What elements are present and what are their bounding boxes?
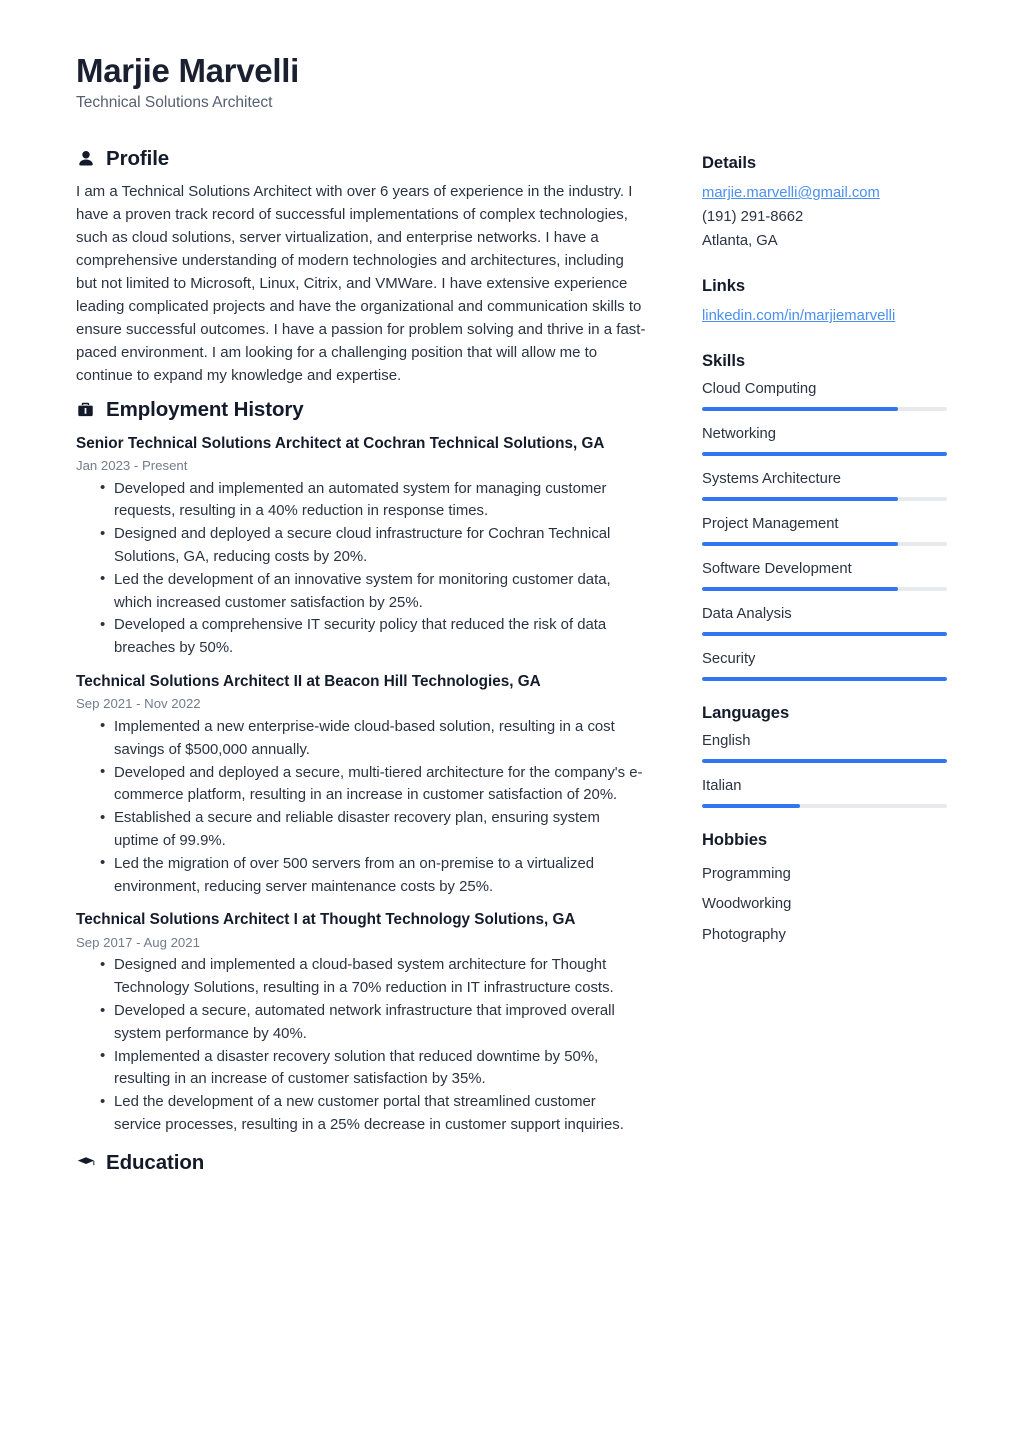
email-link[interactable]: marjie.marvelli@gmail.com <box>702 185 880 202</box>
skill-label: Cloud Computing <box>702 380 817 397</box>
employment-entry <box>76 670 646 898</box>
job-title: Senior Technical Solutions Architect at Cochran Technical Solutions, GA <box>76 434 605 452</box>
job-bullet-list <box>76 478 646 660</box>
job-bullet-list <box>76 716 646 898</box>
hobby-item: Woodworking <box>702 896 792 913</box>
language-level-track <box>702 759 947 763</box>
language-label: Italian <box>702 777 742 794</box>
sidebar-title-skills: Skills <box>702 350 746 370</box>
job-bullet: • Implemented a new enterprise-wide cloud-based solution, resulting in a cost savings of $500,000 annually. <box>100 716 646 762</box>
section-employment <box>76 398 646 1137</box>
skill-level-fill <box>702 452 947 456</box>
hobby-item: Programming <box>702 865 791 882</box>
job-bullet: • Implemented a disaster recovery solution that reduced downtime by 50%, resulting in an increase of customer satisfaction by 35%. <box>100 1046 646 1092</box>
language-item <box>702 777 947 808</box>
job-bullet: • Led the migration of over 500 servers from an on-premise to a virtualized environment, reducing server maintenance costs by 25%. <box>100 853 646 899</box>
skill-label: Security <box>702 650 756 667</box>
skill-level-track <box>702 497 947 501</box>
sidebar-column <box>702 147 947 972</box>
language-level-track <box>702 804 947 808</box>
skill-label: Networking <box>702 425 777 442</box>
sidebar-block-languages <box>702 703 947 808</box>
job-bullet: • Developed and implemented an automated system for managing customer requests, resulting in a 40% reduction in response times. <box>100 478 646 524</box>
location-value: Atlanta, GA <box>702 233 778 250</box>
skill-level-track <box>702 452 947 456</box>
employment-entry <box>76 432 646 660</box>
linkedin-link[interactable]: linkedin.com/in/marjiemarvelli <box>702 307 896 324</box>
job-bullet: • Designed and implemented a cloud-based system architecture for Thought Technology Solutions, resulting in a 70% reduction in IT infrastructure costs. <box>100 954 646 1000</box>
skill-level-fill <box>702 542 898 546</box>
candidate-name: Marjie Marvelli <box>76 52 299 89</box>
skill-label: Software Development <box>702 560 852 577</box>
sidebar-title-languages: Languages <box>702 702 790 722</box>
job-bullet-list <box>76 954 646 1136</box>
sidebar-title-details: Details <box>702 153 757 173</box>
sidebar-block-details <box>702 153 947 254</box>
skill-level-fill <box>702 587 898 591</box>
job-bullet: • Developed a comprehensive IT security policy that reduced the risk of data breaches by 50%. <box>100 614 646 660</box>
job-bullet: • Established a secure and reliable disaster recovery plan, ensuring system uptime of 99.9%. <box>100 807 646 853</box>
language-label: English <box>702 732 751 749</box>
language-item <box>702 732 947 763</box>
job-bullet: • Led the development of a new customer portal that streamlined customer service processes, resulting in a 25% decrease in customer support inquiries. <box>100 1091 646 1137</box>
briefcase-icon <box>76 400 95 419</box>
sidebar-block-skills <box>702 351 947 681</box>
section-header-employment <box>76 398 646 422</box>
section-title-employment: Employment History <box>106 397 304 421</box>
job-bullet: • Developed and deployed a secure, multi-tiered architecture for the company's e-commerce platform, resulting in an increase in customer satisfaction of 20%. <box>100 762 646 808</box>
section-title-education: Education <box>106 1150 205 1174</box>
main-column <box>76 147 646 1185</box>
resume-header <box>76 52 938 113</box>
sidebar-block-links <box>702 276 947 329</box>
section-education <box>76 1151 646 1175</box>
section-profile <box>76 147 646 387</box>
graduation-cap-icon <box>76 1153 95 1172</box>
hobby-item: Photography <box>702 926 786 943</box>
skill-level-track <box>702 632 947 636</box>
job-date: Sep 2021 - Nov 2022 <box>76 696 201 712</box>
skill-item <box>702 380 947 411</box>
skill-level-track <box>702 677 947 681</box>
job-bullet: • Developed a secure, automated network infrastructure that improved overall system performance by 40%. <box>100 1000 646 1046</box>
sidebar-block-hobbies <box>702 830 947 950</box>
job-bullet: • Led the development of an innovative system for monitoring customer data, which increased customer satisfaction by 25%. <box>100 569 646 615</box>
candidate-role: Technical Solutions Architect <box>76 93 273 111</box>
skill-label: Data Analysis <box>702 605 792 622</box>
skill-level-track <box>702 542 947 546</box>
profile-text: I am a Technical Solutions Architect with over 6 years of experience in the industry. I have a proven track record of successful implementations of complex technologies, such as cloud solutions, server virtualization, and enterprise networks. I have a comprehensive understanding of modern technologies and architectures, including but not limited to Microsoft, Linux, Citrix, and VMWare. I have extensive experience leading complicated projects and have the organizational and communication skills to ensure successful outcomes. I have a passion for problem solving and thrive in a fast-paced environment. I am looking for a challenging position that will allow me to continue to expand my knowledge and expertise. <box>76 183 646 384</box>
section-title-profile: Profile <box>106 147 170 171</box>
sidebar-title-links: Links <box>702 275 746 295</box>
skill-level-track <box>702 407 947 411</box>
skill-item <box>702 605 947 636</box>
skill-level-fill <box>702 497 898 501</box>
skill-label: Project Management <box>702 515 839 532</box>
skill-level-fill <box>702 407 898 411</box>
skill-label: Systems Architecture <box>702 470 841 487</box>
phone-value: (191) 291-8662 <box>702 209 804 226</box>
job-date: Jan 2023 - Present <box>76 457 188 473</box>
skill-item <box>702 560 947 591</box>
resume-body <box>76 147 938 1185</box>
employment-entry <box>76 908 646 1136</box>
job-title: Technical Solutions Architect I at Thought Technology Solutions, GA <box>76 911 576 929</box>
skill-item <box>702 515 947 546</box>
job-bullet: • Designed and deployed a secure cloud infrastructure for Cochran Technical Solutions, GA, reducing costs by 20%. <box>100 523 646 569</box>
skill-item <box>702 425 947 456</box>
user-icon <box>76 150 95 169</box>
skill-level-fill <box>702 677 947 681</box>
skill-item <box>702 650 947 681</box>
skill-level-track <box>702 587 947 591</box>
language-level-fill <box>702 759 947 763</box>
job-title: Technical Solutions Architect II at Beacon Hill Technologies, GA <box>76 672 541 690</box>
sidebar-title-hobbies: Hobbies <box>702 829 768 849</box>
job-date: Sep 2017 - Aug 2021 <box>76 934 200 950</box>
section-header-profile <box>76 147 646 171</box>
language-level-fill <box>702 804 800 808</box>
skill-level-fill <box>702 632 947 636</box>
section-header-education <box>76 1151 646 1175</box>
skill-item <box>702 470 947 501</box>
